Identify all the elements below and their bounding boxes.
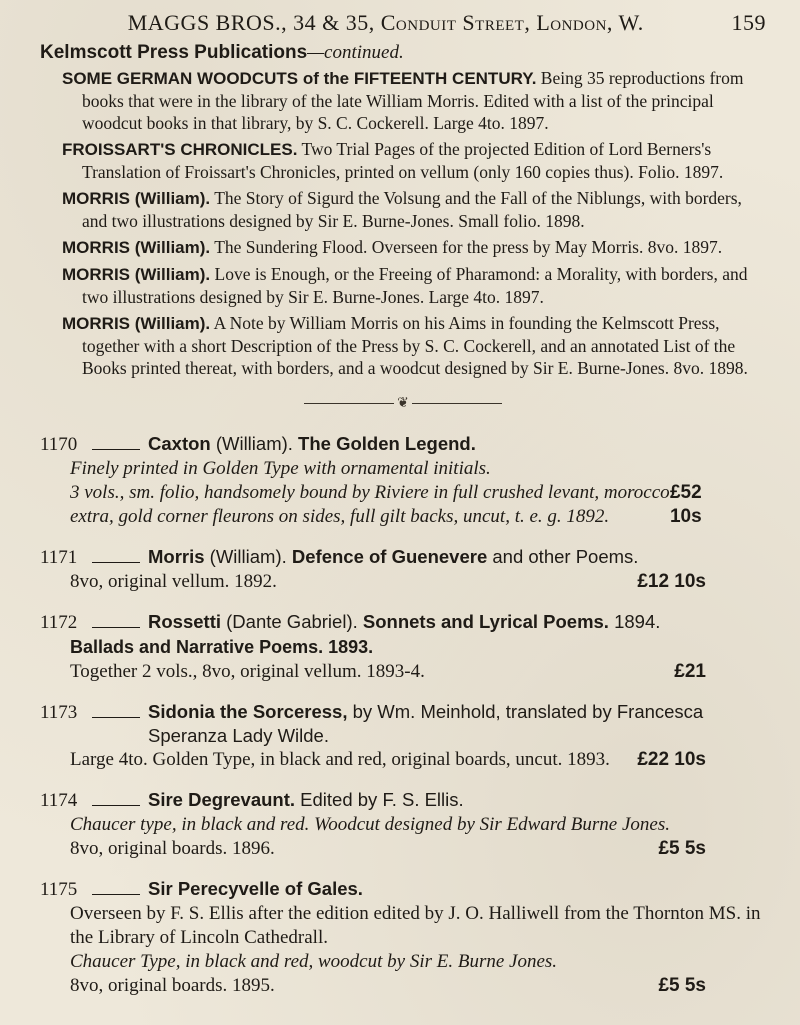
lot-entry	[40, 545, 766, 594]
lot-description-text: Large 4to. Golden Type, in black and red, original boards, uncut. 1893.	[70, 749, 610, 770]
page-number: 159	[731, 10, 766, 35]
intro-entry-lead: MORRIS (William).	[62, 238, 211, 257]
lot-entry	[40, 788, 766, 861]
lot-description-line	[70, 635, 766, 660]
lot-heading-line	[40, 700, 766, 748]
lot-description-line	[70, 481, 766, 529]
ornament-rule-left	[304, 403, 394, 404]
section-title-text: Kelmscott Press Publications	[40, 42, 308, 63]
intro-entry-text: Being 35 reproductions from books that were in the library of the late William Morris. Edited with a list of the principal woodcut books in that library, by S. C. Cockerell. Large 4to. 1897.	[82, 68, 744, 133]
lot-heading	[148, 700, 766, 748]
lot-description-text: 3 vols., sm. folio, handsomely bound by Riviere in full crushed levant, morocco extra, gold corner fleurons on sides, full gilt backs, uncut, t. e. g. 1892.	[70, 482, 670, 527]
lot-description-line	[70, 457, 766, 481]
lot-heading-line	[40, 877, 766, 902]
section-continued: —continued.	[307, 42, 404, 63]
fleuron-icon: ❦	[397, 396, 413, 411]
lot-heading	[148, 877, 363, 901]
running-head	[40, 10, 766, 36]
lot-entry	[40, 432, 766, 529]
lot-heading-title: The Golden Legend.	[298, 433, 476, 454]
lot-heading-title: Sonnets and Lyrical Poems.	[362, 611, 609, 632]
lot-list	[40, 432, 766, 998]
intro-entry	[62, 312, 766, 379]
lot-description	[40, 748, 766, 772]
lot-heading-author: Sire Degrevaunt.	[148, 789, 296, 810]
intro-entry-text: Love is Enough, or the Freeing of Pharamond: a Morality, with borders, and two illustrations designed by Sir E. Burne-Jones. Large 4to. 1897.	[82, 264, 748, 307]
lot-heading	[148, 610, 660, 634]
lot-description-line	[70, 748, 766, 772]
lot-entry	[40, 877, 766, 998]
lot-description-text: Chaucer type, in black and red. Woodcut designed by Sir Edward Burne Jones.	[70, 814, 670, 835]
lot-number: 1174	[40, 790, 78, 811]
intro-entry-lead: SOME GERMAN WOODCUTS of the FIFTEENTH CENTURY.	[62, 69, 537, 88]
lot-heading-author: Sir Perecyvelle of Gales.	[148, 878, 363, 899]
lot-dash-rule	[92, 717, 140, 718]
lot-dash-rule	[92, 627, 140, 628]
intro-entry-text: A Note by William Morris on his Aims in founding the Kelmscott Press, together with a short Description of the Press by S. C. Cockerell, and an annotated List of the Books printed thereat, with borders, and a woodcut designed by Sir E. Burne-Jones. 8vo. 1898.	[82, 313, 748, 378]
ornament-divider	[40, 395, 766, 412]
lot-heading-author: Rossetti	[148, 611, 221, 632]
lot-dash-rule	[92, 805, 140, 806]
intro-entry	[62, 187, 766, 232]
lot-description-text: Ballads and Narrative Poems. 1893.	[70, 637, 374, 657]
lot-description-text: Overseen by F. S. Ellis after the edition edited by J. O. Halliwell from the Thornton MS. in the Library of Lincoln Cathedrall.	[70, 903, 761, 948]
lot-heading-line	[40, 545, 766, 570]
lot-number: 1172	[40, 612, 78, 633]
lot-number: 1170	[40, 434, 78, 455]
lot-price: £12 10s	[637, 571, 706, 592]
lot-price: £22 10s	[637, 749, 706, 770]
lot-description-text: Chaucer Type, in black and red, woodcut by Sir E. Burne Jones.	[70, 951, 558, 972]
lot-description-text: 8vo, original boards. 1895.	[70, 975, 275, 996]
lot-heading-title: Defence of Guenevere	[291, 546, 488, 567]
lot-heading	[148, 788, 464, 812]
lot-heading	[148, 432, 476, 456]
lot-heading-rest: (William).	[210, 433, 299, 454]
lot-entry	[40, 610, 766, 684]
lot-description-text: Finely printed in Golden Type with ornamental initials.	[70, 458, 491, 479]
lot-heading-author: Sidonia the Sorceress,	[148, 701, 348, 722]
intro-entry-text: The Story of Sigurd the Volsung and the Fall of the Niblungs, with borders, and two illustrations designed by Sir E. Burne-Jones. Small folio. 1898.	[82, 188, 742, 231]
lot-heading-rest: by Wm. Meinhold, translated by Francesca Speranza Lady Wilde.	[148, 701, 704, 746]
lot-number: 1171	[40, 547, 78, 568]
lot-description	[40, 902, 766, 998]
lot-heading-rest: Edited by F. S. Ellis.	[295, 789, 464, 810]
intro-entry-lead: MORRIS (William).	[62, 265, 211, 284]
intro-entry-text: The Sundering Flood. Overseen for the press by May Morris. 8vo. 1897.	[214, 237, 723, 257]
lot-price: £5 5s	[658, 975, 706, 996]
intro-entry-text: Two Trial Pages of the projected Edition of Lord Berners's Translation of Froissart's Chronicles, printed on vellum (only 160 copies thus). Folio. 1897.	[82, 139, 724, 182]
lot-description	[40, 635, 766, 684]
lot-description	[40, 457, 766, 529]
lot-price: £5 5s	[658, 838, 706, 859]
lot-description-line	[70, 837, 766, 861]
lot-dash-rule	[92, 449, 140, 450]
lot-number: 1173	[40, 702, 78, 723]
lot-description-line	[70, 660, 766, 684]
lot-price: £52 10s	[669, 482, 702, 527]
lot-description-line	[70, 813, 766, 837]
lot-description-line	[70, 570, 766, 594]
lot-heading-rest: (Dante Gabriel).	[221, 611, 363, 632]
lot-heading-rest: (William).	[204, 546, 292, 567]
intro-entry-lead: MORRIS (William).	[62, 314, 211, 333]
lot-dash-rule	[92, 894, 140, 895]
lot-heading	[148, 545, 638, 569]
intro-entry	[62, 236, 766, 259]
ornament-rule-right	[412, 403, 502, 404]
lot-heading-author: Caxton	[148, 433, 211, 454]
lot-heading-author: Morris	[148, 546, 205, 567]
lot-dash-rule	[92, 562, 140, 563]
lot-heading-line	[40, 432, 766, 457]
running-head-title: MAGGS BROS., 34 & 35, Conduit Street, London, W.	[127, 10, 644, 35]
intro-entry-lead: FROISSART'S CHRONICLES.	[62, 140, 298, 159]
lot-description	[40, 813, 766, 861]
lot-heading-rest2: and other Poems.	[487, 546, 639, 567]
intro-entry	[62, 138, 766, 183]
lot-heading-line	[40, 610, 766, 635]
lot-description-line	[70, 902, 766, 950]
lot-price: £21	[674, 661, 706, 682]
lot-description-text: 8vo, original vellum. 1892.	[70, 571, 277, 592]
intro-entries	[40, 67, 766, 379]
intro-entry	[62, 263, 766, 308]
lot-description-line	[70, 974, 766, 998]
lot-heading-rest2: 1894.	[608, 611, 661, 632]
intro-entry	[62, 67, 766, 134]
lot-number: 1175	[40, 879, 78, 900]
lot-entry	[40, 700, 766, 772]
lot-description-text: 8vo, original boards. 1896.	[70, 838, 275, 859]
lot-description-text: Together 2 vols., 8vo, original vellum. 1893-4.	[70, 661, 425, 682]
intro-entry-lead: MORRIS (William).	[62, 189, 211, 208]
lot-description-line	[70, 950, 766, 974]
lot-description	[40, 570, 766, 594]
section-title	[40, 42, 766, 64]
lot-heading-line	[40, 788, 766, 813]
